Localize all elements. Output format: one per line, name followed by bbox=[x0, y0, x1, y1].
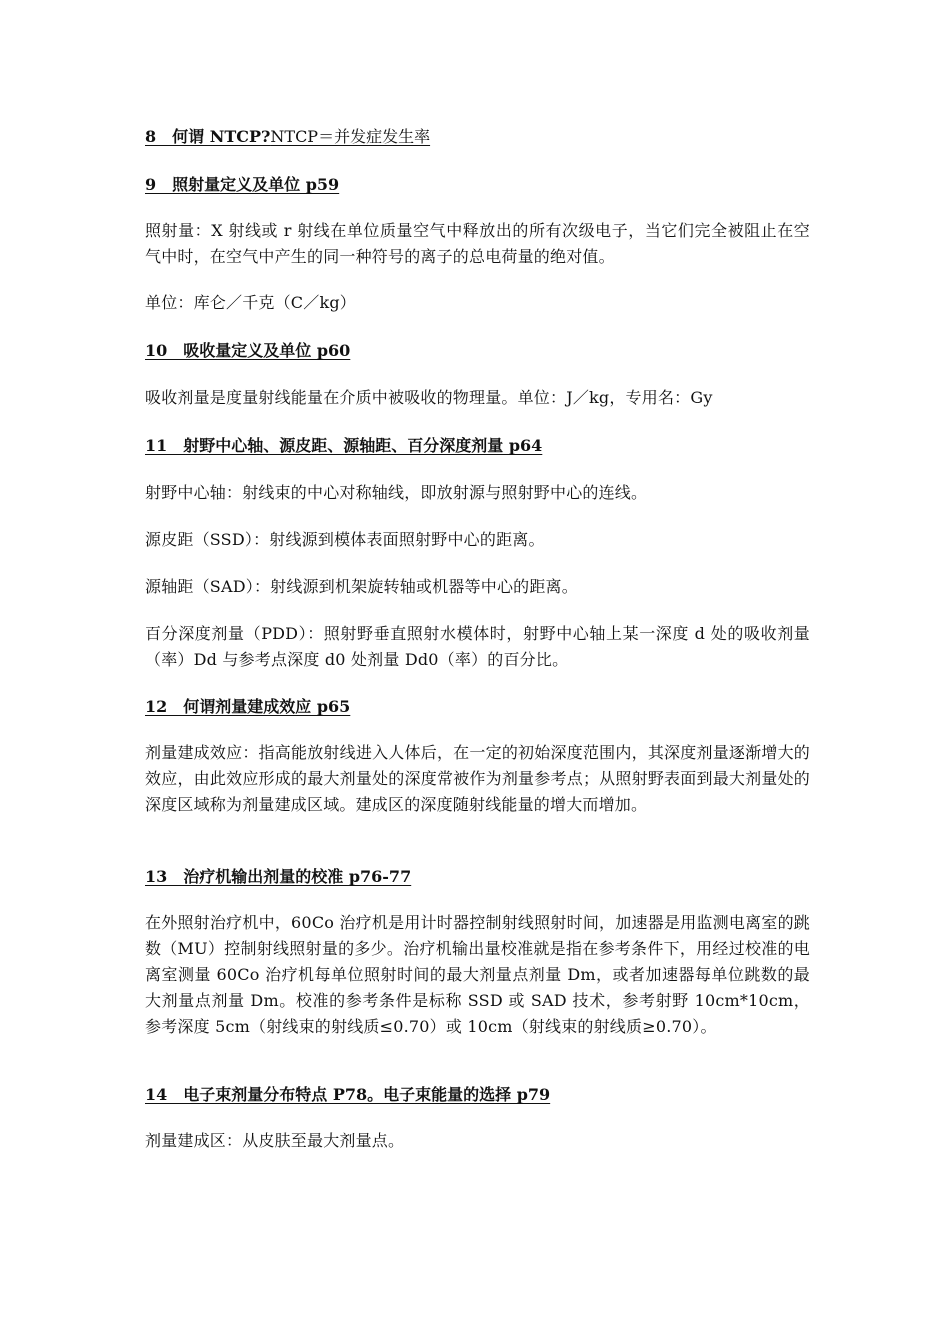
section-11-heading: 11 射野中心轴、源皮距、源轴距、百分深度剂量 p64 bbox=[145, 436, 543, 455]
section-8-heading-answer: NTCP＝并发症发生率 bbox=[270, 127, 431, 146]
section-11-paragraph-3: 源轴距（SAD）：射线源到机架旋转轴或机器等中心的距离。 bbox=[145, 577, 578, 596]
section-13-paragraph-1: 在外照射治疗机中，60Co 治疗机是用计时器控制射线照射时间，加速器是用监测电离室的跳数（MU）控制射线照射量的多少。治疗机输出量校准就是指在参考条件下，用经过校准的电离室测量 60Co 治疗机每单位照射时间的最大剂量点剂量 Dm，或者加速器每单位跳数的最大剂量点剂量 Dm。校准的参考条件是标称 SSD 或 SAD 技术，参考射野 10cm*10cm，参考深度 5cm（射线束的射线质≤0.70）或 10cm（射线束的射线质≥0.70）。 bbox=[145, 913, 810, 1036]
section-11-paragraph-4: 百分深度剂量（PDD）：照射野垂直照射水模体时，射野中心轴上某一深度 d 处的吸收剂量（率）Dd 与参考点深度 d0 处剂量 Dd0（率）的百分比。 bbox=[145, 624, 810, 669]
section-11-paragraph-2: 源皮距（SSD）：射线源到模体表面照射野中心的距离。 bbox=[145, 530, 545, 549]
section-14-paragraph-1: 剂量建成区：从皮肤至最大剂量点。 bbox=[145, 1131, 405, 1150]
section-9-heading: 9 照射量定义及单位 p59 bbox=[145, 175, 340, 194]
section-9-paragraph-1: 照射量：X 射线或 r 射线在单位质量空气中释放出的所有次级电子，当它们完全被阻止在空气中时，在空气中产生的同一种符号的离子的总电荷量的绝对值。 bbox=[145, 221, 810, 266]
section-8-heading bbox=[145, 124, 810, 150]
section-10-heading: 10 吸收量定义及单位 p60 bbox=[145, 341, 351, 360]
section-13-heading: 13 治疗机输出剂量的校准 p76-77 bbox=[145, 867, 412, 886]
section-12-heading: 12 何谓剂量建成效应 p65 bbox=[145, 697, 351, 716]
section-14-heading: 14 电子束剂量分布特点 P78。电子束能量的选择 p79 bbox=[145, 1085, 551, 1104]
section-8-heading-label: 8 何谓 NTCP? bbox=[145, 127, 271, 146]
section-10-paragraph-1: 吸收剂量是度量射线能量在介质中被吸收的物理量。单位：J／kg，专用名：Gy bbox=[145, 388, 713, 407]
section-11-paragraph-1: 射野中心轴：射线束的中心对称轴线，即放射源与照射野中心的连线。 bbox=[145, 483, 648, 502]
section-9-paragraph-2: 单位：库仑／千克（C／kg） bbox=[145, 293, 356, 312]
section-12-paragraph-1: 剂量建成效应：指高能放射线进入人体后，在一定的初始深度范围内，其深度剂量逐渐增大的效应，由此效应形成的最大剂量处的深度常被作为剂量参考点；从照射野表面到最大剂量处的深度区域称为剂量建成区域。建成区的深度随射线能量的增大而增加。 bbox=[145, 743, 810, 814]
